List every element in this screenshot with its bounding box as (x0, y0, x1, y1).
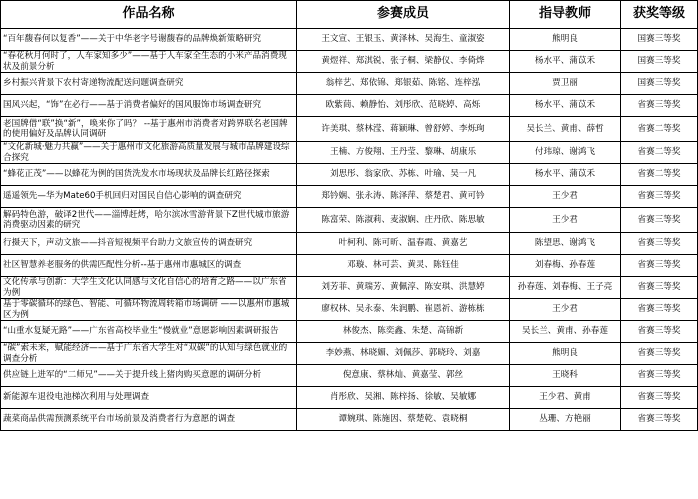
award-cell: 省赛二等奖 (621, 117, 698, 142)
table-row (1, 277, 698, 299)
members-cell: 郑钤娴、张永涛、陈泽萍、蔡楚君、黄可钤 (297, 186, 510, 208)
table-row (1, 142, 698, 164)
award-cell: 省赛三等奖 (621, 365, 698, 387)
header-row (1, 1, 698, 29)
members-cell: 陈富荣、陈淑莉、麦淑娴、庄丹欣、陈思敏 (297, 208, 510, 233)
table-row (1, 164, 698, 186)
work-title-cell: 基于零碳循环的绿色、智能、可循环物流周转箱市场调研 ——以惠州市惠城区为例 (1, 299, 297, 321)
teacher-cell: 杨水平、蒲苡禾 (510, 95, 621, 117)
table-row (1, 95, 698, 117)
award-cell: 省赛三等奖 (621, 186, 698, 208)
table-row (1, 343, 698, 365)
work-title-cell: “百年馥春何以复香”——关于中华老字号谢馥春的品牌焕新策略研究 (1, 29, 297, 51)
header-members: 参赛成员 (297, 1, 510, 29)
table-row (1, 299, 698, 321)
award-cell: 省赛三等奖 (621, 208, 698, 233)
work-title-cell: 行摄天下，声动文旅——抖音短视频平台助力文旅宣传的调查研究 (1, 233, 297, 255)
members-cell: 倪意康、蔡林灿、黄嘉莹、郭丝 (297, 365, 510, 387)
teacher-cell: 王少君 (510, 186, 621, 208)
award-cell: 省赛二等奖 (621, 142, 698, 164)
members-cell: 谭婉琪、陈施因、蔡楚乾、袁晓桐 (297, 409, 510, 431)
award-cell: 国赛三等奖 (621, 51, 698, 73)
header-teacher: 指导教师 (510, 1, 621, 29)
teacher-cell: 王少君 (510, 208, 621, 233)
table-row (1, 73, 698, 95)
table-row (1, 321, 698, 343)
work-title-cell: “蜂花正茂”——以蜂花为例的国货洗发水市场现状及品牌长红路径探索 (1, 164, 297, 186)
work-title-cell: 国风兴起，“饰”在必行——基于消费者偏好的国风服饰市场调查研究 (1, 95, 297, 117)
work-title-cell: 老国牌借“联”换“新”，唤来你了吗？ --基于惠州市消费者对跨界联名老国牌的使用偏好及品牌认同调研 (1, 117, 297, 142)
members-cell: 刘芳菲、黄瑞芳、黄佩淳、陈安琪、洪慧婷 (297, 277, 510, 299)
members-cell: 李妙燕、林晓媚、刘佩莎、郭晓玲、刘嘉 (297, 343, 510, 365)
teacher-cell: 丛珊、方艳丽 (510, 409, 621, 431)
award-cell: 省赛三等奖 (621, 233, 698, 255)
teacher-cell: 王少君、黄甫 (510, 387, 621, 409)
work-title-cell: “春花秋月何时了，人车家知多少”——基于人车家全生态的小米产品消费现状及前景分析 (1, 51, 297, 73)
teacher-cell: 付玮琼、谢鸿飞 (510, 142, 621, 164)
teacher-cell: 吴长兰、黄甫、薛哲 (510, 117, 621, 142)
table-row (1, 29, 698, 51)
work-title-cell: “山重水复疑无路”——广东省高校毕业生“慢就业”意愿影响因素调研报告 (1, 321, 297, 343)
work-title-cell: 解码特色游，破译2世代——淄博赶烤，哈尔滨冰雪游背景下Z世代城市旅游消费驱动因素的研究 (1, 208, 297, 233)
members-cell: 刘思彤、翁家欣、苏栋、叶瑜、吴一凡 (297, 164, 510, 186)
award-cell: 省赛二等奖 (621, 164, 698, 186)
table-row (1, 387, 698, 409)
teacher-cell: 孙春莲、刘春梅、王子亮 (510, 277, 621, 299)
members-cell: 王楠、方俊翔、王丹莹、黎琳、胡康乐 (297, 142, 510, 164)
award-cell: 省赛三等奖 (621, 255, 698, 277)
work-title-cell: “文化新城·魅力共赢”——关于惠州市文化旅游高质量发展与城市品牌建设综合探究 (1, 142, 297, 164)
award-cell: 省赛三等奖 (621, 277, 698, 299)
award-cell: 省赛三等奖 (621, 95, 698, 117)
table-row (1, 365, 698, 387)
work-title-cell: 新能源车退役电池梯次利用与处理调查 (1, 387, 297, 409)
work-title-cell: 社区智慧养老服务的供需匹配性分析--基于惠州市惠城区的调查 (1, 255, 297, 277)
work-title-cell: 遥遥领先—华为Mate60手机回归对国民自信心影响的调查研究 (1, 186, 297, 208)
teacher-cell: 熊明良 (510, 29, 621, 51)
members-cell: 许美琪、蔡林滢、蒋颖琳、曾舒婷、李烁珣 (297, 117, 510, 142)
members-cell: 翁梓艺、郑依锦、郑银茹、陈铭、连梓泓 (297, 73, 510, 95)
teacher-cell: 贾卫丽 (510, 73, 621, 95)
members-cell: 廖权林、吴永泰、朱润鹏、崔恩祈、游栋栋 (297, 299, 510, 321)
award-cell: 省赛三等奖 (621, 299, 698, 321)
award-cell: 国赛三等奖 (621, 29, 698, 51)
header-title: 作品名称 (1, 1, 297, 29)
table-row (1, 117, 698, 142)
members-cell: 黄煜祥、郑淇锐、张子桐、梁静仪、李倚烨 (297, 51, 510, 73)
table-row (1, 51, 698, 73)
members-cell: 王文宣、王银玉、黄泽林、吴海生、童淑姿 (297, 29, 510, 51)
members-cell: 欧紫茼、赖静怡、刘彤欣、范晓婷、高烁 (297, 95, 510, 117)
work-title-cell: 文化传承与创新：大学生文化认同感与文化自信心的培育之路——以广东省为例 (1, 277, 297, 299)
award-cell: 国赛三等奖 (621, 73, 698, 95)
header-award: 获奖等级 (621, 1, 698, 29)
teacher-cell: 杨水平、蒲苡禾 (510, 164, 621, 186)
table-row (1, 255, 698, 277)
work-title-cell: 蔬菜商品供需预测系统平台市场前景及消费者行为意愿的调查 (1, 409, 297, 431)
table-row (1, 186, 698, 208)
teacher-cell: 王晓科 (510, 365, 621, 387)
award-cell: 省赛三等奖 (621, 321, 698, 343)
table-row (1, 233, 698, 255)
work-title-cell: 乡村振兴背景下农村寄递物流配送问题调查研究 (1, 73, 297, 95)
members-cell: 邓璇、林可芸、黄灵、陈钰佳 (297, 255, 510, 277)
table-row (1, 409, 698, 431)
teacher-cell: 熊明良 (510, 343, 621, 365)
work-title-cell: 供应链上进军的“二师兄”——关于提升线上猪肉购买意愿的调研分析 (1, 365, 297, 387)
teacher-cell: 陈望思、谢鸿飞 (510, 233, 621, 255)
table-row (1, 208, 698, 233)
members-cell: 叶柯利、陈可昕、温春霞、黄嘉艺 (297, 233, 510, 255)
members-cell: 肖彤欣、吴湘、陈梓扬、徐敏、吴敏娜 (297, 387, 510, 409)
award-cell: 省赛三等奖 (621, 409, 698, 431)
teacher-cell: 刘春梅、孙春莲 (510, 255, 621, 277)
award-cell: 省赛三等奖 (621, 387, 698, 409)
members-cell: 林俊杰、陈奕鑫、朱楚、高锦新 (297, 321, 510, 343)
award-cell: 省赛三等奖 (621, 343, 698, 365)
work-title-cell: “碳”索未来，赋能经济——基于广东省大学生对“双碳”的认知与绿色就业的调查分析 (1, 343, 297, 365)
teacher-cell: 杨水平、蒲苡禾 (510, 51, 621, 73)
table-body (1, 29, 698, 431)
teacher-cell: 王少君 (510, 299, 621, 321)
teacher-cell: 吴长兰、黄甫、孙春莲 (510, 321, 621, 343)
